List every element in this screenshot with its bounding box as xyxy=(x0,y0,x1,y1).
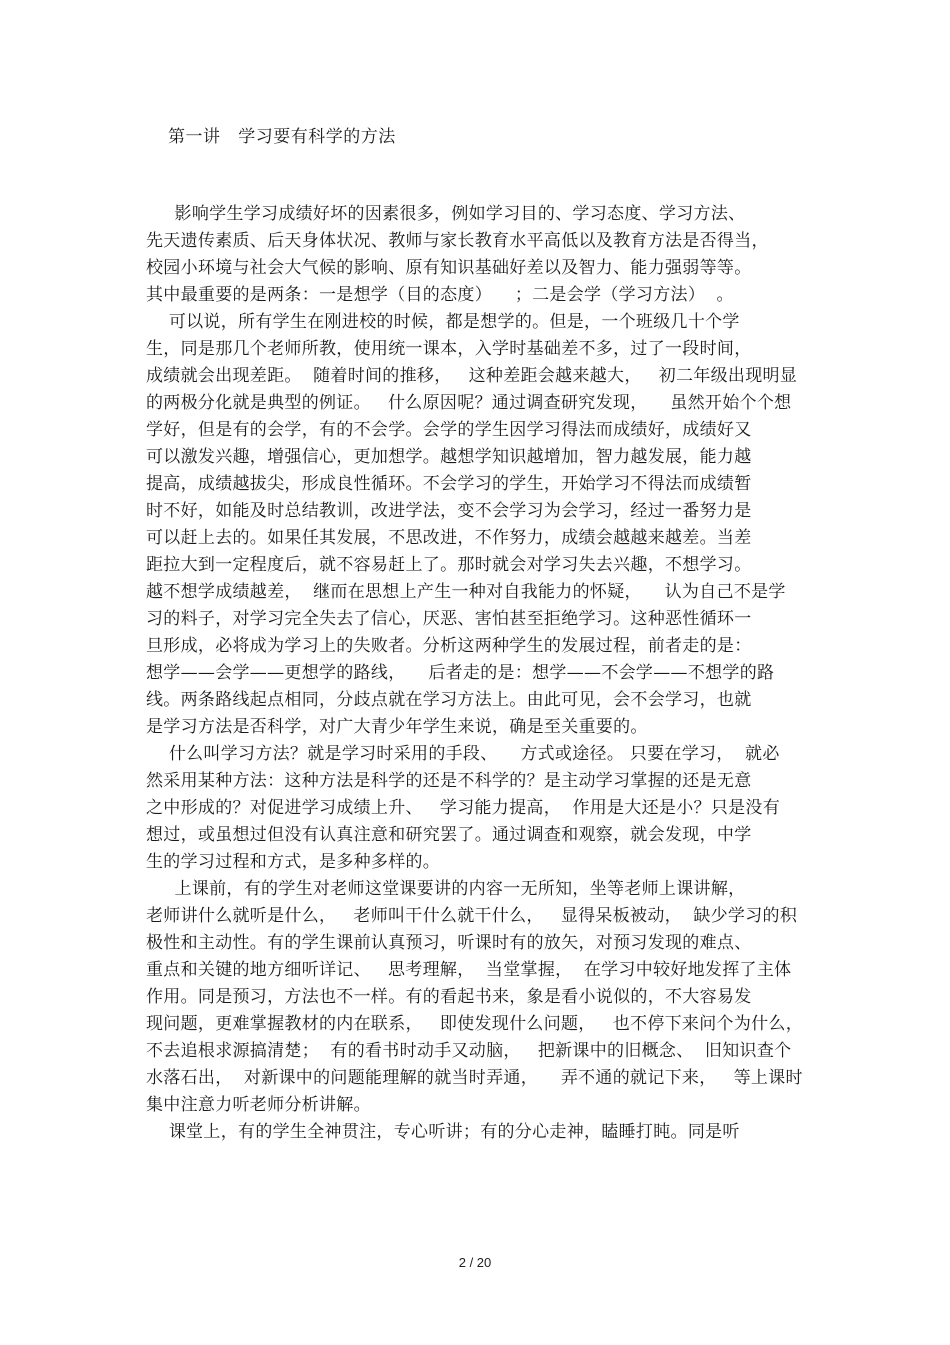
lecture-title: 第一讲 学习要有科学的方法 xyxy=(168,127,396,147)
text-line: 校园小环境与社会大气候的影响、原有知识基础好差以及智力、能力强弱等等。 xyxy=(146,258,752,278)
text-line: 重点和关键的地方细听详记、 思考理解， 当堂掌握， 在学习中较好地发挥了主体 xyxy=(146,960,792,980)
text-line: 成绩就会出现差距。 随着时间的推移， 这种差距会越来越大， 初二年级出现明显 xyxy=(146,366,798,386)
document-body xyxy=(146,201,826,1146)
text-line: 可以激发兴趣，增强信心，更加想学。越想学知识越增加，智力越发展，能力越 xyxy=(146,447,752,467)
text-line: 课堂上，有的学生全神贯注，专心听讲；有的分心走神，瞌睡打盹。同是听 xyxy=(146,1122,740,1142)
text-line: 时不好，如能及时总结教训，改进学法，变不会学习为会学习，经过一番努力是 xyxy=(146,501,752,521)
text-line: 旦形成，必将成为学习上的失败者。分析这两种学生的发展过程，前者走的是： xyxy=(146,636,752,656)
paragraph xyxy=(146,876,826,1119)
text-line: 集中注意力听老师分析讲解。 xyxy=(146,1095,371,1115)
text-line: 上课前，有的学生对老师这堂课要讲的内容一无所知，坐等老师上课讲解， xyxy=(146,879,746,899)
text-line: 水落石出， 对新课中的问题能理解的就当时弄通， 弄不通的就记下来， 等上课时 xyxy=(146,1068,803,1088)
text-line: 然采用某种方法：这种方法是科学的还是不科学的？是主动学习掌握的还是无意 xyxy=(146,771,752,791)
text-line: 现问题，更难掌握教材的内在联系， 即使发现什么问题， 也不停下来问个为什么， xyxy=(146,1014,804,1034)
paragraph xyxy=(146,741,826,876)
text-line: 影响学生学习成绩好坏的因素很多，例如学习目的、学习态度、学习方法、 xyxy=(146,204,746,224)
text-line: 越不想学成绩越差， 继而在思想上产生一种对自我能力的怀疑， 认为自己不是学 xyxy=(146,582,786,602)
text-line: 老师讲什么就听是什么， 老师叫干什么就干什么， 显得呆板被动， 缺少学习的积 xyxy=(146,906,798,926)
text-line: 生的学习过程和方式，是多种多样的。 xyxy=(146,852,441,872)
text-line: 不去追根求源搞清楚； 有的看书时动手又动脑， 把新课中的旧概念、 旧知识查个 xyxy=(146,1041,792,1061)
text-line: 距拉大到一定程度后，就不容易赶上了。那时就会对学习失去兴趣，不想学习。 xyxy=(146,555,752,575)
paragraph xyxy=(146,1119,826,1146)
text-line: 是学习方法是否科学，对广大青少年学生来说，确是至关重要的。 xyxy=(146,717,648,737)
text-line: 可以说，所有学生在刚进校的时候，都是想学的。但是，一个班级几十个学 xyxy=(146,312,740,332)
text-line: 先天遗传素质、后天身体状况、教师与家长教育水平高低以及教育方法是否得当， xyxy=(146,231,769,251)
text-line: 提高，成绩越拔尖，形成良性循环。不会学习的学生，开始学习不得法而成绩暂 xyxy=(146,474,752,494)
text-line: 习的料子，对学习完全失去了信心，厌恶、害怕甚至拒绝学习。这种恶性循环一 xyxy=(146,609,752,629)
text-line: 想学——会学——更想学的路线， 后者走的是：想学——不会学——不想学的路 xyxy=(146,663,775,683)
paragraph xyxy=(146,309,826,741)
text-line: 生，同是那几个老师所教，使用统一课本，入学时基础差不多，过了一段时间， xyxy=(146,339,752,359)
text-line: 可以赶上去的。如果任其发展，不思改进，不作努力，成绩会越越来越差。当差 xyxy=(146,528,752,548)
text-line: 作用。同是预习，方法也不一样。有的看起书来，象是看小说似的，不大容易发 xyxy=(146,987,752,1007)
text-line: 的两极分化就是典型的例证。 什么原因呢？通过调查研究发现， 虽然开始个个想 xyxy=(146,393,792,413)
text-line: 之中形成的？对促进学习成绩上升、 学习能力提高， 作用是大还是小？只是没有 xyxy=(146,798,781,818)
page-number: 2 / 20 xyxy=(458,1255,492,1270)
text-line: 什么叫学习方法？就是学习时采用的手段、 方式或途径。 只要在学习， 就必 xyxy=(146,744,780,764)
text-line: 其中最重要的是两条：一是想学（目的态度） ；二是会学（学习方法） 。 xyxy=(146,285,734,305)
paragraph xyxy=(146,201,826,309)
text-line: 极性和主动性。有的学生课前认真预习，听课时有的放矢，对预习发现的难点、 xyxy=(146,933,752,953)
text-line: 线。两条路线起点相同，分歧点就在学习方法上。由此可见，会不会学习，也就 xyxy=(146,690,752,710)
text-line: 想过，或虽想过但没有认真注意和研究罢了。通过调查和观察，就会发现，中学 xyxy=(146,825,752,845)
text-line: 学好，但是有的会学，有的不会学。会学的学生因学习得法而成绩好，成绩好又 xyxy=(146,420,752,440)
